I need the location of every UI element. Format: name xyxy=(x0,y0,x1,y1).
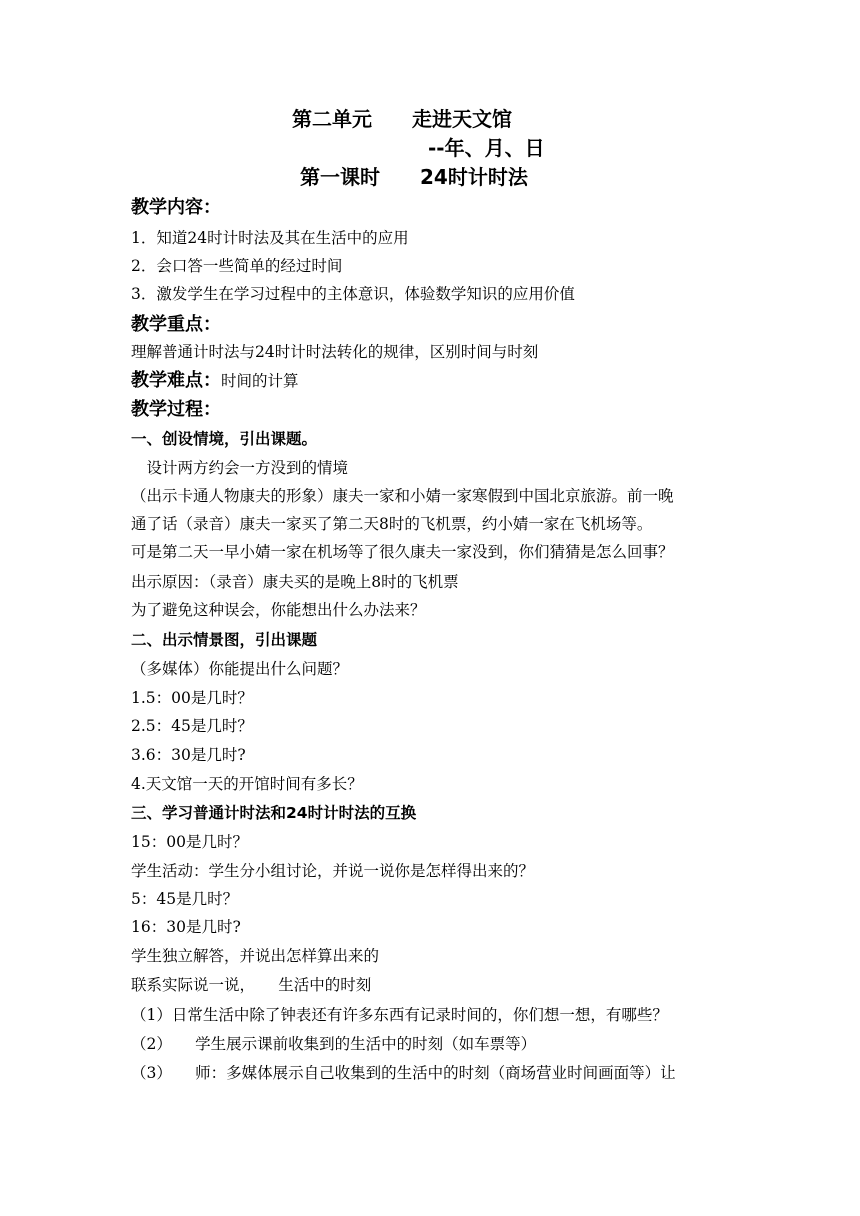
section-line: 2.5：45是几时？ xyxy=(131,717,253,735)
section-title: 三、学习普通计时法和24时计时法的互换 xyxy=(131,804,417,822)
content-item: 3．激发学生在学习过程中的主体意识，体验数学知识的应用价值 xyxy=(131,285,575,303)
content-item: 1．知道24时计时法及其在生活中的应用 xyxy=(131,229,409,247)
section-line: 联系实际说一说， 生活中的时刻 xyxy=(131,976,372,994)
section-line: （2） 学生展示课前收集到的生活中的时刻（如车票等） xyxy=(131,1035,537,1053)
difficulty-text: 时间的计算 xyxy=(221,372,299,390)
difficulty-heading: 教学难点： xyxy=(131,370,221,391)
section-line: 3.6：30是几时? xyxy=(131,746,246,764)
content-heading: 教学内容： xyxy=(131,197,221,218)
section-line: 为了避免这种误会，你能想出什么办法来？ xyxy=(131,601,426,619)
section-line: 可是第二天一早小婧一家在机场等了很久康夫一家没到，你们猜猜是怎么回事？ xyxy=(131,543,674,561)
section-line: 4.天文馆一天的开馆时间有多长？ xyxy=(131,775,363,793)
unit-title: 第二单元 走进天文馆 xyxy=(292,107,512,131)
key-points-text: 理解普通计时法与24时计时法转化的规律，区别时间与时刻 xyxy=(131,343,539,361)
section-line: （3） 师：多媒体展示自己收集到的生活中的时刻（商场营业时间画面等）让 xyxy=(131,1064,676,1082)
section-line: （多媒体）你能提出什么问题？ xyxy=(131,660,349,678)
section-line: 5：45是几时？ xyxy=(131,890,239,908)
section-line: （1）日常生活中除了钟表还有许多东西有记录时间的，你们想一想，有哪些？ xyxy=(131,1006,668,1024)
lesson-title: 第一课时 24时计时法 xyxy=(300,165,528,189)
section-line: （出示卡通人物康夫的形象）康夫一家和小婧一家寒假到中国北京旅游。前一晚 xyxy=(131,487,674,505)
section-line: 15：00是几时？ xyxy=(131,833,248,851)
unit-subtitle: --年、月、日 xyxy=(428,136,545,160)
section-line: 16：30是几时? xyxy=(131,918,241,936)
process-heading: 教学过程： xyxy=(131,399,221,420)
section-line: 学生独立解答，并说出怎样算出来的 xyxy=(131,947,380,965)
section-line: 出示原因：（录音）康夫买的是晚上8时的飞机票 xyxy=(131,573,459,591)
section-title: 二、出示情景图，引出课题 xyxy=(131,631,318,649)
difficulty-line xyxy=(131,372,299,390)
section-line: 1.5：00是几时？ xyxy=(131,689,253,707)
section-line: 学生活动：学生分小组讨论，并说一说你是怎样得出来的？ xyxy=(131,862,535,880)
section-title: 一、创设情境，引出课题。 xyxy=(131,430,318,448)
key-points-heading: 教学重点： xyxy=(131,314,221,335)
content-item: 2．会口答一些简单的经过时间 xyxy=(131,257,343,275)
section-line: 设计两方约会一方没到的情境 xyxy=(131,459,349,477)
section-line: 通了话（录音）康夫一家买了第二天8时的飞机票，约小婧一家在飞机场等。 xyxy=(131,515,653,533)
